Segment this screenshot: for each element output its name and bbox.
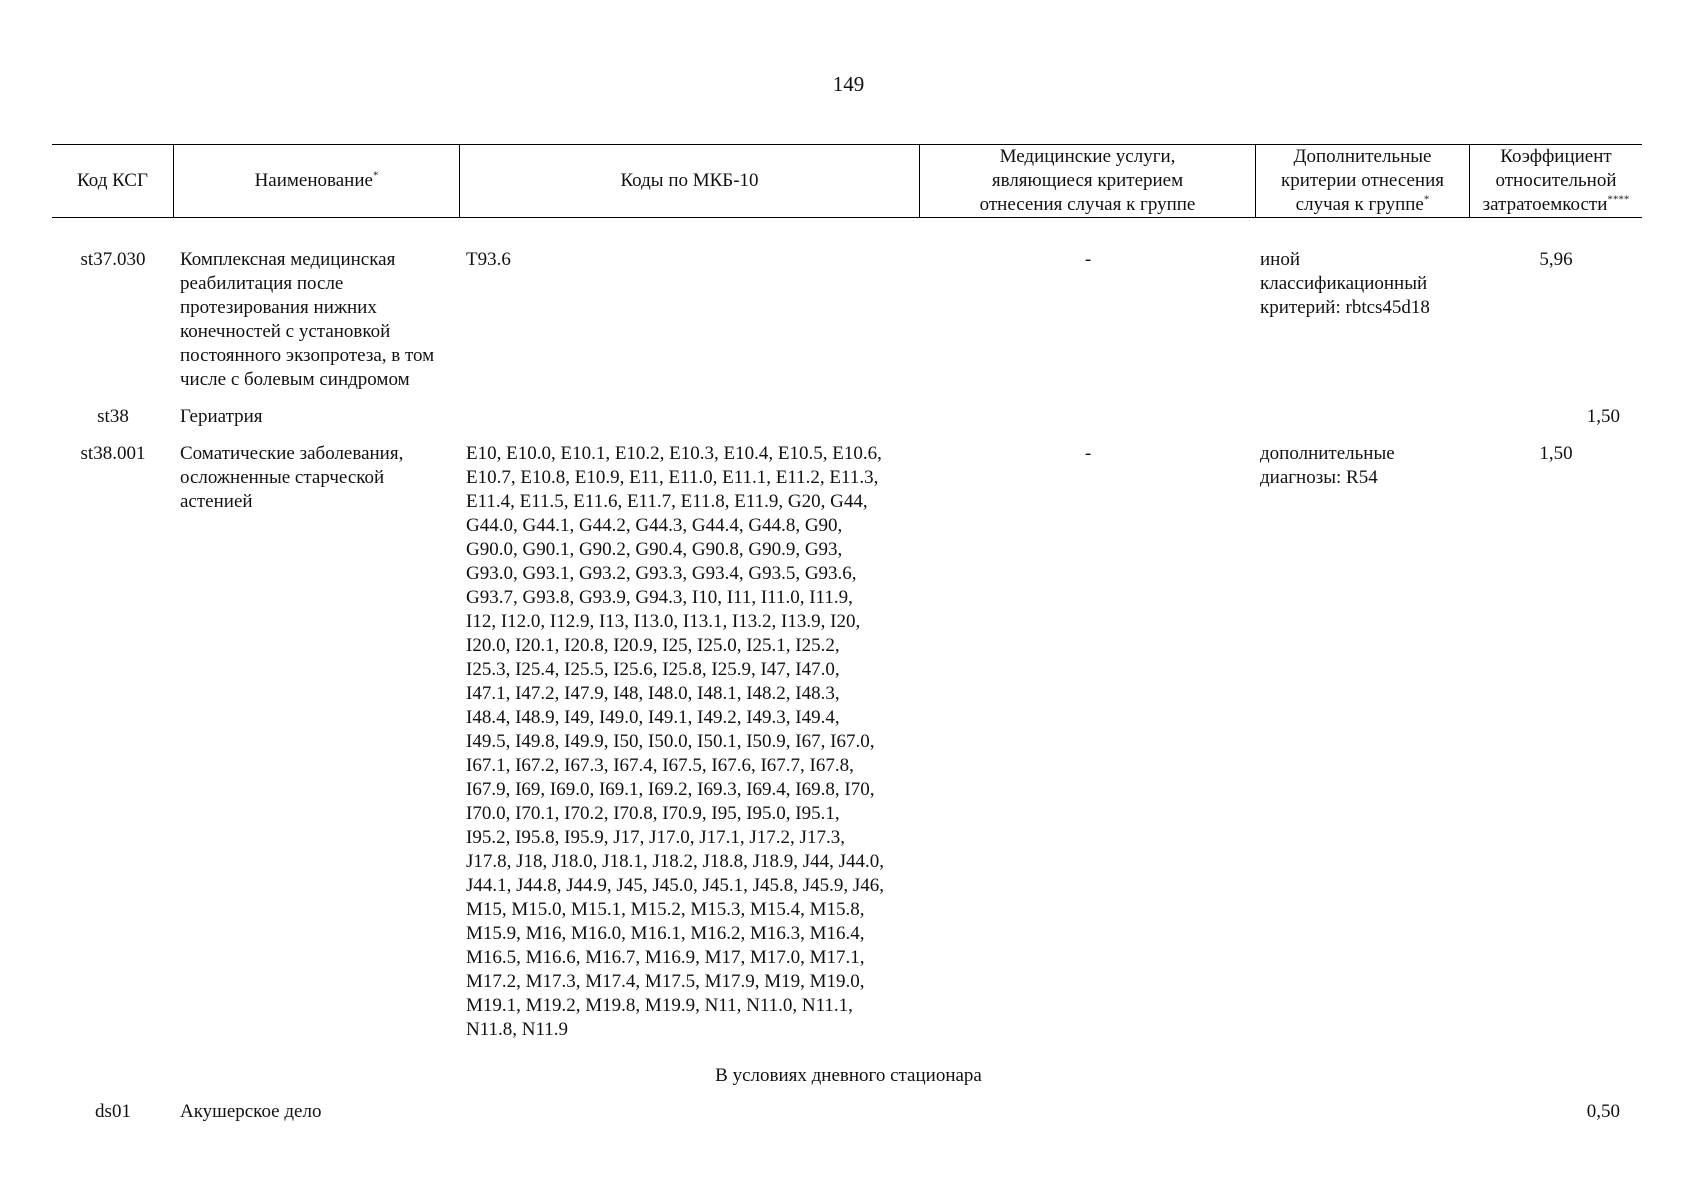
header-coef	[1470, 145, 1642, 217]
header-additional-mark: *	[1423, 193, 1430, 206]
row-name: Гериатрия	[180, 406, 263, 427]
row-services: -	[1084, 249, 1092, 270]
row-code: st38	[97, 406, 129, 427]
header-name-mark: *	[372, 169, 379, 182]
row-coef: 5,96	[1539, 249, 1573, 270]
header-name	[174, 145, 460, 217]
row-additional: дополнительные диагнозы: R54	[1260, 443, 1395, 488]
row-code: ds01	[95, 1101, 131, 1122]
row-code: st37.030	[80, 249, 146, 270]
section-title: В условиях дневного стационара	[715, 1065, 982, 1086]
row-additional: иной классификационный критерий: rbtcs45d18	[1260, 249, 1430, 318]
header-coef-label: Коэффициент относительной затратоемкости	[1482, 146, 1617, 215]
header-mkb-label: Коды по МКБ-10	[620, 170, 759, 191]
row-coef: 1,50	[1539, 443, 1573, 464]
row-coef: 0,50	[1586, 1101, 1620, 1122]
header-services-label: Медицинские услуги, являющиеся критерием отнесения случая к группе	[979, 146, 1196, 215]
header-services	[920, 145, 1256, 217]
row-name: Соматические заболевания, осложненные старческой астенией	[180, 443, 404, 512]
row-services: -	[1084, 443, 1092, 464]
header-name-label: Наименование	[254, 170, 373, 191]
row-code: st38.001	[80, 443, 146, 464]
header-coef-mark: ****	[1607, 193, 1630, 206]
table-header	[52, 144, 1642, 218]
row-mkb-codes: T93.6	[466, 249, 511, 270]
row-name: Акушерское дело	[180, 1101, 322, 1122]
header-code-label: Код КСГ	[77, 170, 148, 191]
header-code	[52, 145, 174, 217]
header-additional-label: Дополнительные критерии отнесения случая к группе	[1280, 146, 1445, 215]
row-mkb-codes: E10, E10.0, E10.1, E10.2, E10.3, E10.4, E10.5, E10.6, E10.7, E10.8, E10.9, E11, E11.0, E11.1, E11.2, E11.3, E11.4, E11.5, E11.6, E11.7, E11.8, E11.9, G20, G44, G44.0, G44.1, G44.2, G44.3, G44.4, G44.8, G90, G90.0, G90.1, G90.2, G90.4, G90.8, G90.9, G93, G93.0, G93.1, G93.2, G93.3, G93.4, G93.5, G93.6, G93.7, G93.8, G93.9, G94.3, I10, I11, I11.0, I11.9, I12, I12.0, I12.9, I13, I13.0, I13.1, I13.2, I13.9, I20, I20.0, I20.1, I20.8, I20.9, I25, I25.0, I25.1, I25.2, I25.3, I25.4, I25.5, I25.6, I25.8, I25.9, I47, I47.0, I47.1, I47.2, I47.9, I48, I48.0, I48.1, I48.2, I48.3, I48.4, I48.9, I49, I49.0, I49.1, I49.2, I49.3, I49.4, I49.5, I49.8, I49.9, I50, I50.0, I50.1, I50.9, I67, I67.0, I67.1, I67.2, I67.3, I67.4, I67.5, I67.6, I67.7, I67.8, I67.9, I69, I69.0, I69.1, I69.2, I69.3, I69.4, I69.8, I70, I70.0, I70.1, I70.2, I70.8, I70.9, I95, I95.0, I95.1, I95.2, I95.8, I95.9, J17, J17.0, J17.1, J17.2, J17.3, J17.8, J18, J18.0, J18.1, J18.2, J18.8, J18.9, J44, J44.0, J44.1, J44.8, J44.9, J45, J45.0, J45.1, J45.8, J45.9, J46, M15, M15.0, M15.1, M15.2, M15.3, M15.4, M15.8, M15.9, M16, M16.0, M16.1, M16.2, M16.3, M16.4, M16.5, M16.6, M16.7, M16.9, M17, M17.0, M17.1, M17.2, M17.3, M17.4, M17.5, M17.9, M19, M19.0, M19.1, M19.2, M19.8, M19.9, N11, N11.0, N11.1, N11.8, N11.9	[466, 443, 885, 1040]
header-mkb	[460, 145, 920, 217]
row-name: Комплексная медицинская реабилитация после протезирования нижних конечностей с установкой постоянного экзопротеза, в том числе с болевым синдромом	[180, 249, 435, 390]
header-additional	[1256, 145, 1470, 217]
row-coef: 1,50	[1586, 406, 1620, 427]
page-number: 149	[832, 72, 865, 96]
